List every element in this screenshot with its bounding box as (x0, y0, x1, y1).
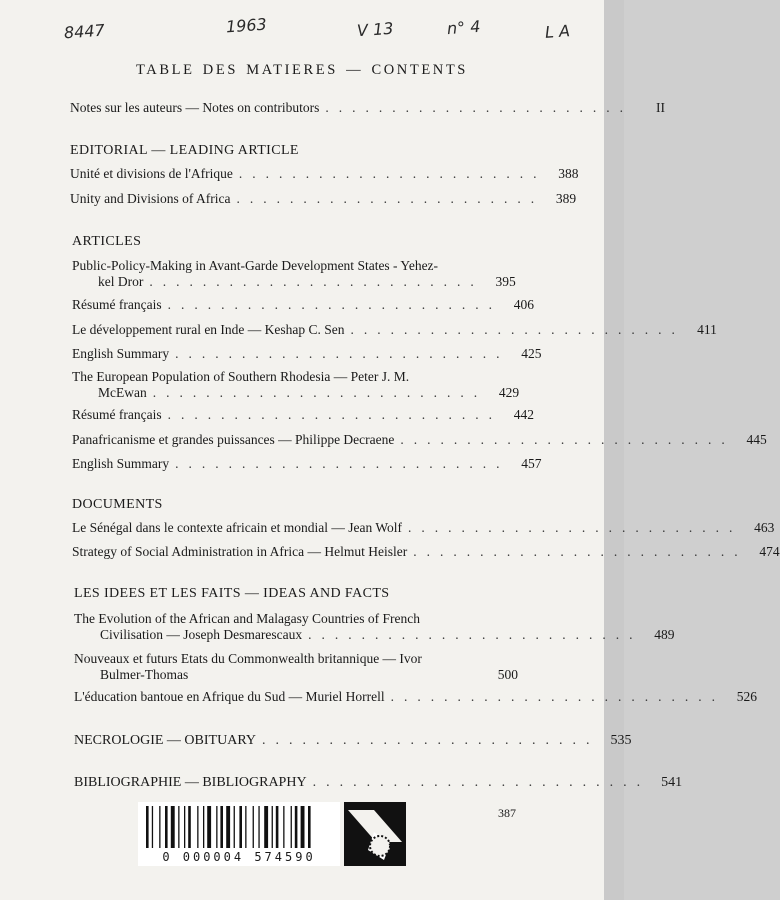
section-heading: EDITORIAL — LEADING ARTICLE (70, 143, 299, 158)
toc-entry-label: Résumé français (72, 297, 162, 312)
toc-entry (70, 166, 579, 182)
toc-entry-label: Notes sur les auteurs — Notes on contributors (70, 100, 320, 115)
leader-dots: ......................... (312, 775, 651, 790)
toc-entry-label: Unity and Divisions of Africa (70, 191, 231, 206)
handwritten-note: n° 4 (446, 16, 482, 39)
library-logo-icon (344, 802, 406, 866)
toc-entry-page: 411 (697, 322, 717, 337)
toc-entry (70, 191, 577, 207)
toc-entry (100, 627, 675, 643)
toc-entry (72, 544, 780, 560)
leader-dots: ......................... (390, 689, 725, 704)
toc-entry (100, 667, 518, 683)
toc-entry-page: 429 (498, 385, 520, 400)
leader-dots: ......................... (152, 385, 488, 400)
toc-entry (72, 520, 775, 536)
toc-entry-label: English Summary (72, 456, 170, 471)
toc-entry (98, 274, 514, 290)
barcode-icon (146, 806, 332, 850)
toc-entry-page: II (655, 100, 665, 115)
toc-entry-label: The European Population of Southern Rhodesia — Peter J. M. (72, 369, 410, 384)
toc-entry-label: Unité et divisions de l'Afrique (70, 166, 233, 181)
leader-dots (188, 667, 486, 683)
toc-entry-label: McEwan (98, 385, 147, 400)
leader-dots: ......................... (413, 544, 748, 559)
toc-entry-label: kel Dror (98, 274, 144, 289)
toc-entry (72, 407, 534, 423)
toc-entry-label: Public-Policy-Making in Avant-Garde Development States - Yehez- (72, 258, 439, 273)
toc-entry-label: English Summary (72, 346, 170, 361)
toc-entry (74, 733, 632, 749)
toc-entry (72, 346, 542, 362)
page-title: TABLE DES MATIERES — CONTENTS (136, 62, 468, 78)
barcode-label (138, 802, 340, 866)
toc-entry-page: 445 (746, 432, 767, 447)
page-edge (604, 0, 624, 900)
toc-entry (72, 322, 717, 338)
toc-entry-page: 395 (495, 274, 516, 289)
page-number: 387 (498, 806, 516, 820)
section-heading: ARTICLES (72, 234, 142, 249)
leader-dots: ......................... (149, 274, 484, 289)
leader-dots: ......................... (167, 407, 502, 422)
leader-dots: ....................... (325, 100, 633, 115)
toc-entry-label: L'éducation bantoue en Afrique du Sud — Muriel Horrell (74, 689, 385, 704)
section-heading: LES IDEES ET LES FAITS — IDEAS AND FACTS (74, 586, 390, 601)
toc-entry (74, 689, 757, 705)
section-heading: NECROLOGIE — OBITUARY (74, 733, 256, 748)
handwritten-note: L A (544, 21, 571, 42)
leader-dots: ......................... (175, 346, 510, 361)
handwritten-note: 8447 (63, 20, 106, 43)
toc-entry-page: 388 (558, 166, 579, 181)
toc-entry-page: 425 (521, 346, 542, 361)
toc-entry (70, 100, 665, 116)
leader-dots: ......................... (408, 520, 743, 535)
leader-dots: ......................... (308, 627, 643, 642)
toc-entry (72, 297, 534, 313)
toc-entry-label: Nouveaux et futurs Etats du Commonwealth britannique — Ivor (74, 651, 422, 666)
leader-dots: ......................... (262, 733, 600, 748)
toc-entry-label: Bulmer-Thomas (100, 667, 189, 682)
toc-entry-label: Civilisation — Joseph Desmarescaux (100, 627, 303, 642)
toc-entry-label: The Evolution of the African and Malagasy Countries of French (74, 611, 421, 626)
toc-entry (98, 385, 520, 401)
toc-entry-label: Le développement rural en Inde — Keshap C. Sen (72, 322, 345, 337)
toc-entry (72, 432, 767, 448)
leader-dots: ....................... (238, 166, 547, 181)
toc-entry (72, 456, 542, 472)
toc-entry-page: 535 (610, 733, 632, 748)
toc-entry-page: 474 (759, 544, 780, 559)
leader-dots: ......................... (350, 322, 685, 337)
barcode-number: 0 000004 574590 (162, 850, 316, 864)
section-heading: BIBLIOGRAPHIE — BIBLIOGRAPHY (74, 775, 307, 790)
handwritten-note: 1963 (225, 14, 268, 37)
toc-entry-page: 526 (736, 689, 757, 704)
toc-entry-page: 457 (521, 456, 542, 471)
toc-entry-label: Le Sénégal dans le contexte africain et mondial — Jean Wolf (72, 520, 403, 535)
toc-entry-label: Strategy of Social Administration in Africa — Helmut Heisler (72, 544, 408, 559)
leader-dots: ......................... (400, 432, 735, 447)
toc-entry (74, 775, 683, 791)
toc-entry-label: Résumé français (72, 407, 162, 422)
leader-dots: ......................... (175, 456, 510, 471)
toc-entry-label: Panafricanisme et grandes puissances — Philippe Decraene (72, 432, 395, 447)
leader-dots: ......................... (167, 297, 502, 312)
toc-entry-page: 406 (513, 297, 534, 312)
toc-entry-page: 500 (497, 667, 518, 682)
toc-entry-page: 442 (513, 407, 534, 422)
toc-entry-page: 489 (654, 627, 675, 642)
leader-dots: ....................... (236, 191, 545, 206)
toc-entry-page: 541 (661, 775, 683, 790)
handwritten-note: V 13 (356, 18, 395, 41)
toc-entry-page: 463 (754, 520, 775, 535)
toc-entry-page: 389 (555, 191, 577, 206)
section-heading: DOCUMENTS (72, 497, 163, 512)
